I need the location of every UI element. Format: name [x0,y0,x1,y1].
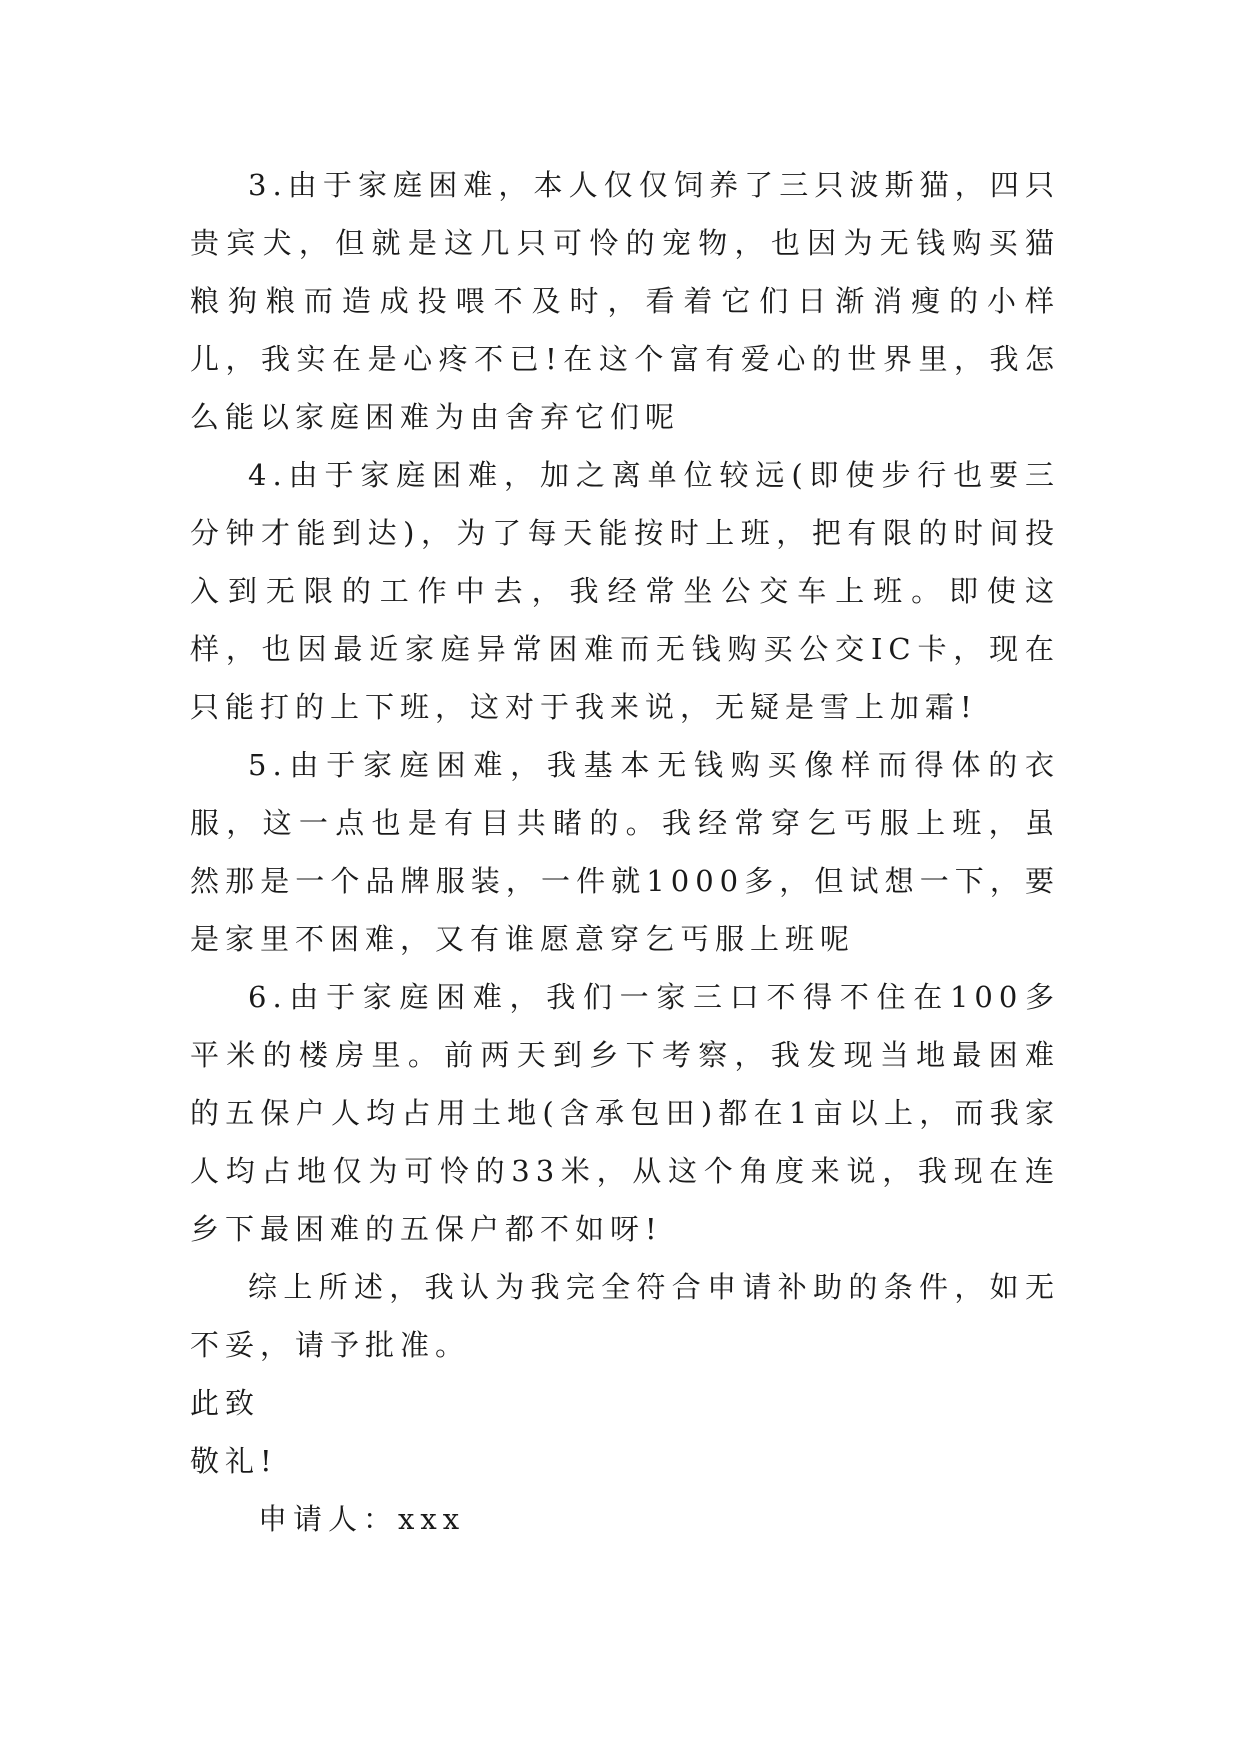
closing-salutation: 此致 [190,1386,261,1420]
paragraph-summary: 综上所述，我认为我完全符合申请补助的条件，如无不妥，请予批准。 [190,1270,1060,1362]
paragraph-item-5: 5.由于家庭困难，我基本无钱购买像样而得体的衣服，这一点也是有目共睹的。我经常穿乞丐服上班，虽然那是一个品牌服装，一件就1000多，但试想一下，要是家里不困难，又有谁愿意穿乞丐服上班呢 [190,748,1060,956]
closing-regards: 敬礼! [190,1444,278,1478]
signature-line: 申请人：xxx [258,1502,466,1536]
paragraph-item-4: 4.由于家庭困难，加之离单位较远(即使步行也要三分钟才能到达)，为了每天能按时上班，把有限的时间投入到无限的工作中去，我经常坐公交车上班。即使这样，也因最近家庭异常困难而无钱购买公交IC卡，现在只能打的上下班，这对于我来说，无疑是雪上加霜! [190,458,1060,724]
paragraph-item-3: 3.由于家庭困难，本人仅仅饲养了三只波斯猫，四只贵宾犬，但就是这几只可怜的宠物，也因为无钱购买猫粮狗粮而造成投喂不及时，看着它们日渐消瘦的小样儿，我实在是心疼不已!在这个富有爱心的世界里，我怎么能以家庭困难为由舍弃它们呢 [190,168,1060,434]
document-body [190,156,1060,1548]
paragraph-item-6: 6.由于家庭困难，我们一家三口不得不住在100多平米的楼房里。前两天到乡下考察，我发现当地最困难的五保户人均占用土地(含承包田)都在1亩以上，而我家人均占地仅为可怜的33米，从这个角度来说，我现在连乡下最困难的五保户都不如呀! [190,980,1060,1246]
